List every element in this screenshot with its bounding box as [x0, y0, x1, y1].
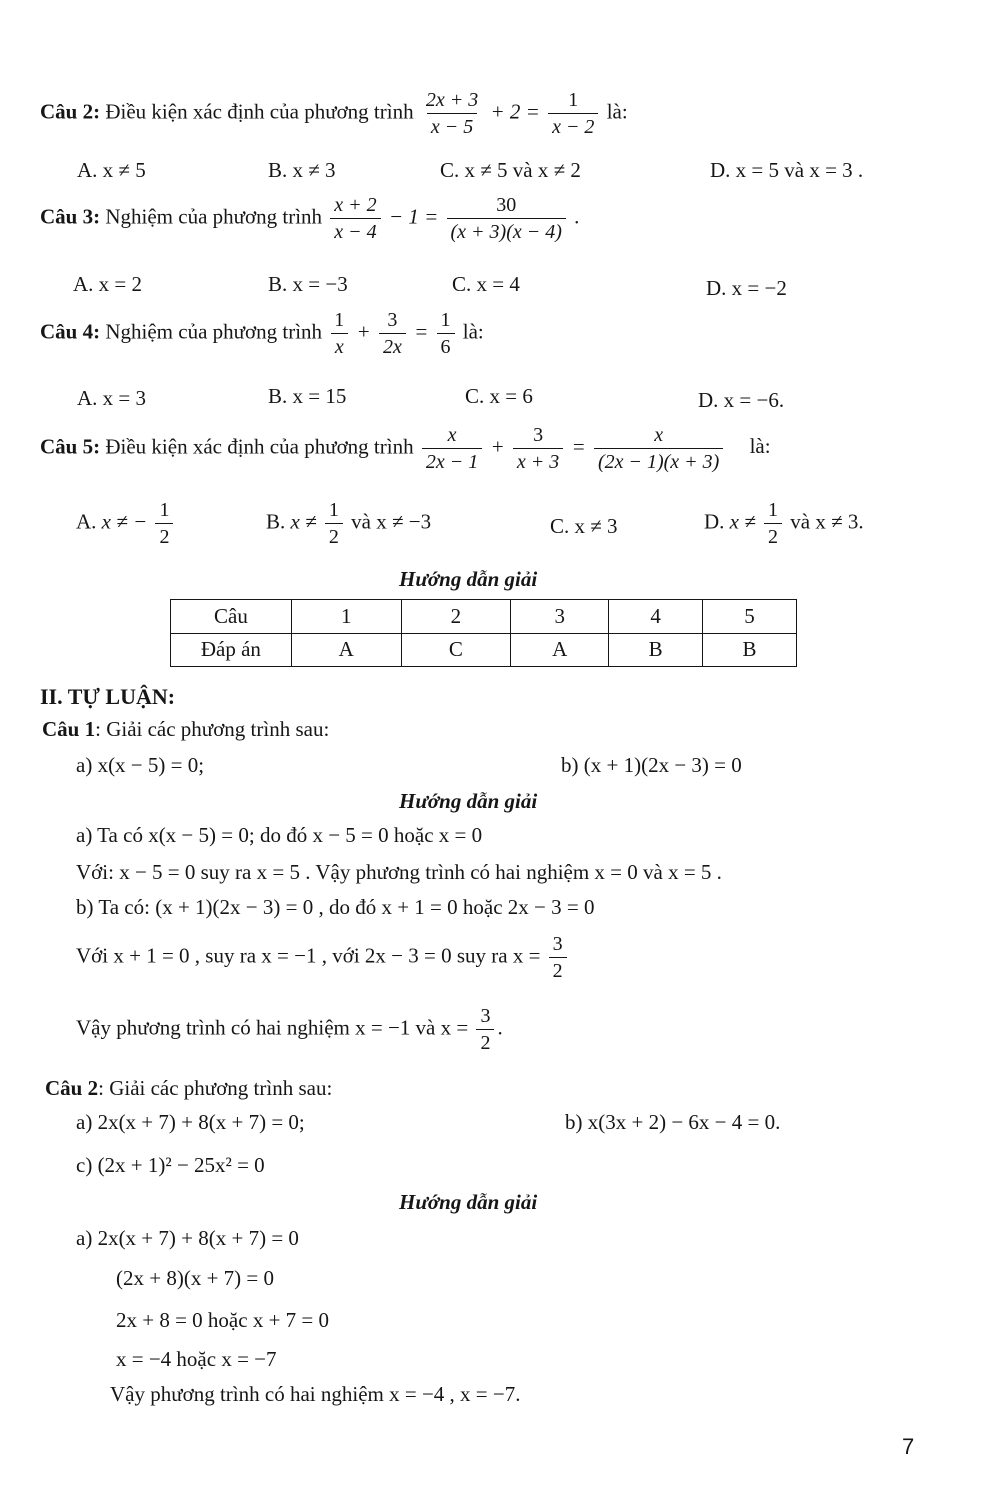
q2-frac-1: $\frac{2x + 3}{x - 5}$ — [425, 89, 479, 138]
tl-q2-step-2: (2x + 8)(x + 7) = 0 — [116, 1266, 275, 1290]
q2-option-d: D. x = 5 và x = 3 . — [710, 158, 864, 182]
q3-line — [40, 195, 579, 242]
table-cell: 2 — [401, 600, 511, 634]
table-cell: 1 — [291, 600, 401, 634]
tl-q1-sol-2: Với: x − 5 = 0 suy ra x = 5 . Vậy phương trình có hai nghiệm x = 0 và x = 5 . — [76, 860, 722, 884]
q5-op2: = — [571, 434, 586, 459]
q3-option-c: C. x = 4 — [452, 272, 520, 296]
q3-option-a: A. x = 2 — [73, 272, 143, 296]
q5-option-d: D. x ≠ $\frac{1}{2}$ và x ≠ 3. — [704, 499, 864, 548]
q5-suffix: là: — [749, 434, 771, 459]
tl-q2-step-4: x = −4 hoặc x = −7 — [116, 1347, 277, 1371]
q5-frac-3: $\frac{x}{(2x - 1)(x + 3)}$ — [594, 425, 723, 472]
guide-heading-1: Hướng dẫn giải — [399, 567, 538, 591]
answer-table — [170, 599, 797, 667]
table-row-label: Đáp án — [171, 633, 292, 667]
q4-option-d: D. x = −6. — [698, 388, 785, 412]
tl-q2-step-5: Vậy phương trình có hai nghiệm x = −4 , x = −7. — [110, 1382, 521, 1406]
table-cell: C — [401, 633, 511, 667]
q5-option-c: C. x ≠ 3 — [550, 514, 618, 538]
tl-q1-text: : Giải các phương trình sau: — [95, 717, 330, 741]
table-row-label: Câu — [171, 600, 292, 634]
guide-heading-3: Hướng dẫn giải — [399, 1190, 538, 1214]
section-2-title: II. TỰ LUẬN: — [40, 684, 176, 709]
table-cell: A — [291, 633, 401, 667]
q4-line — [40, 310, 484, 357]
tl-q1-b: b) (x + 1)(2x − 3) = 0 — [561, 753, 742, 777]
q2-label: Câu 2: — [40, 99, 101, 124]
tl-q2-label: Câu 2 — [45, 1076, 99, 1100]
q4-op1: + — [356, 319, 371, 344]
q3-frac-2: $\frac{30}{(x + 3)(x - 4)}$ — [447, 195, 566, 242]
q2-frac-2: $\frac{1}{x - 2}$ — [548, 90, 598, 137]
q2-text: Điều kiện xác định của phương trình — [105, 99, 414, 124]
table-cell: B — [703, 633, 797, 667]
q4-frac-3: $\frac{1}{6}$ — [437, 310, 455, 357]
tl-q1-sol-4: Với x + 1 = 0 , suy ra x = −1 , với 2x − 3 = 0 suy ra x = $\frac{3}{2}$ — [76, 934, 570, 981]
q5-label: Câu 5: — [40, 434, 101, 459]
q2-eq-mid: + 2 = — [490, 99, 540, 124]
q4-option-c: C. x = 6 — [465, 384, 533, 408]
q4-suffix: là: — [462, 319, 484, 344]
tl-q1-label: Câu 1 — [42, 717, 96, 741]
q3-label: Câu 3: — [40, 204, 101, 229]
q4-option-b: B. x = 15 — [268, 384, 347, 408]
tl-q2-c: c) (2x + 1)² − 25x² = 0 — [76, 1153, 265, 1177]
q4-option-a: A. x = 3 — [77, 386, 147, 410]
q2-option-c: C. x ≠ 5 và x ≠ 2 — [440, 158, 581, 182]
table-cell: B — [609, 633, 703, 667]
tl-q2-step-3: 2x + 8 = 0 hoặc x + 7 = 0 — [116, 1308, 330, 1332]
q2-suffix: là: — [606, 99, 628, 124]
guide-heading-2: Hướng dẫn giải — [399, 789, 538, 813]
page-number: 7 — [902, 1434, 915, 1459]
tl-q2-b: b) x(3x + 2) − 6x − 4 = 0. — [565, 1110, 781, 1134]
tl-q1-sol-3: b) Ta có: (x + 1)(2x − 3) = 0 , do đó x + 1 = 0 hoặc 2x − 3 = 0 — [76, 895, 595, 919]
q4-label: Câu 4: — [40, 319, 101, 344]
tl-q1-sol-5: Vậy phương trình có hai nghiệm x = −1 và x = $\frac{3}{2}$ . — [76, 1005, 503, 1054]
tl-q1-sol-1: a) Ta có x(x − 5) = 0; do đó x − 5 = 0 hoặc x = 0 — [76, 823, 483, 847]
tl-q1-a: a) x(x − 5) = 0; — [76, 753, 205, 777]
table-cell: 3 — [511, 600, 609, 634]
tl-q2-step-1: a) 2x(x + 7) + 8(x + 7) = 0 — [76, 1226, 299, 1250]
q3-option-d: D. x = −2 — [706, 276, 787, 300]
q5-op1: + — [490, 434, 505, 459]
table-cell: 5 — [703, 600, 797, 634]
q5-text: Điều kiện xác định của phương trình — [105, 434, 414, 459]
tl-q2-line — [45, 1078, 332, 1099]
q3-option-b: B. x = −3 — [268, 272, 348, 296]
tl-q2-a: a) 2x(x + 7) + 8(x + 7) = 0; — [76, 1110, 305, 1134]
q5-frac-2: $\frac{3}{x + 3}$ — [513, 425, 563, 472]
q2-option-a: A. x ≠ 5 — [77, 158, 146, 182]
q5-line — [40, 425, 771, 472]
q4-text: Nghiệm của phương trình — [105, 319, 323, 344]
q2-line — [40, 90, 628, 137]
q4-op2: = — [414, 319, 429, 344]
tl-q2-text: : Giải các phương trình sau: — [98, 1076, 333, 1100]
q4-frac-1: $\frac{1}{x}$ — [330, 310, 348, 357]
q3-suffix: . — [574, 204, 580, 229]
q5-option-b: B. x ≠ $\frac{1}{2}$ và x ≠ −3 — [266, 499, 432, 548]
table-row — [171, 633, 797, 667]
q5-option-a: A. x ≠ − $\frac{1}{2}$ — [76, 500, 176, 547]
q3-eq-mid: − 1 = — [388, 204, 439, 229]
table-cell: A — [511, 633, 609, 667]
q3-text: Nghiệm của phương trình — [105, 204, 323, 229]
q4-frac-2: $\frac{3}{2x}$ — [379, 310, 406, 357]
table-row — [171, 600, 797, 634]
tl-q1-line — [42, 719, 329, 740]
table-cell: 4 — [609, 600, 703, 634]
q3-frac-1: $\frac{x + 2}{x - 4}$ — [330, 195, 380, 242]
q2-option-b: B. x ≠ 3 — [268, 158, 336, 182]
q5-frac-1: $\frac{x}{2x - 1}$ — [422, 425, 482, 472]
